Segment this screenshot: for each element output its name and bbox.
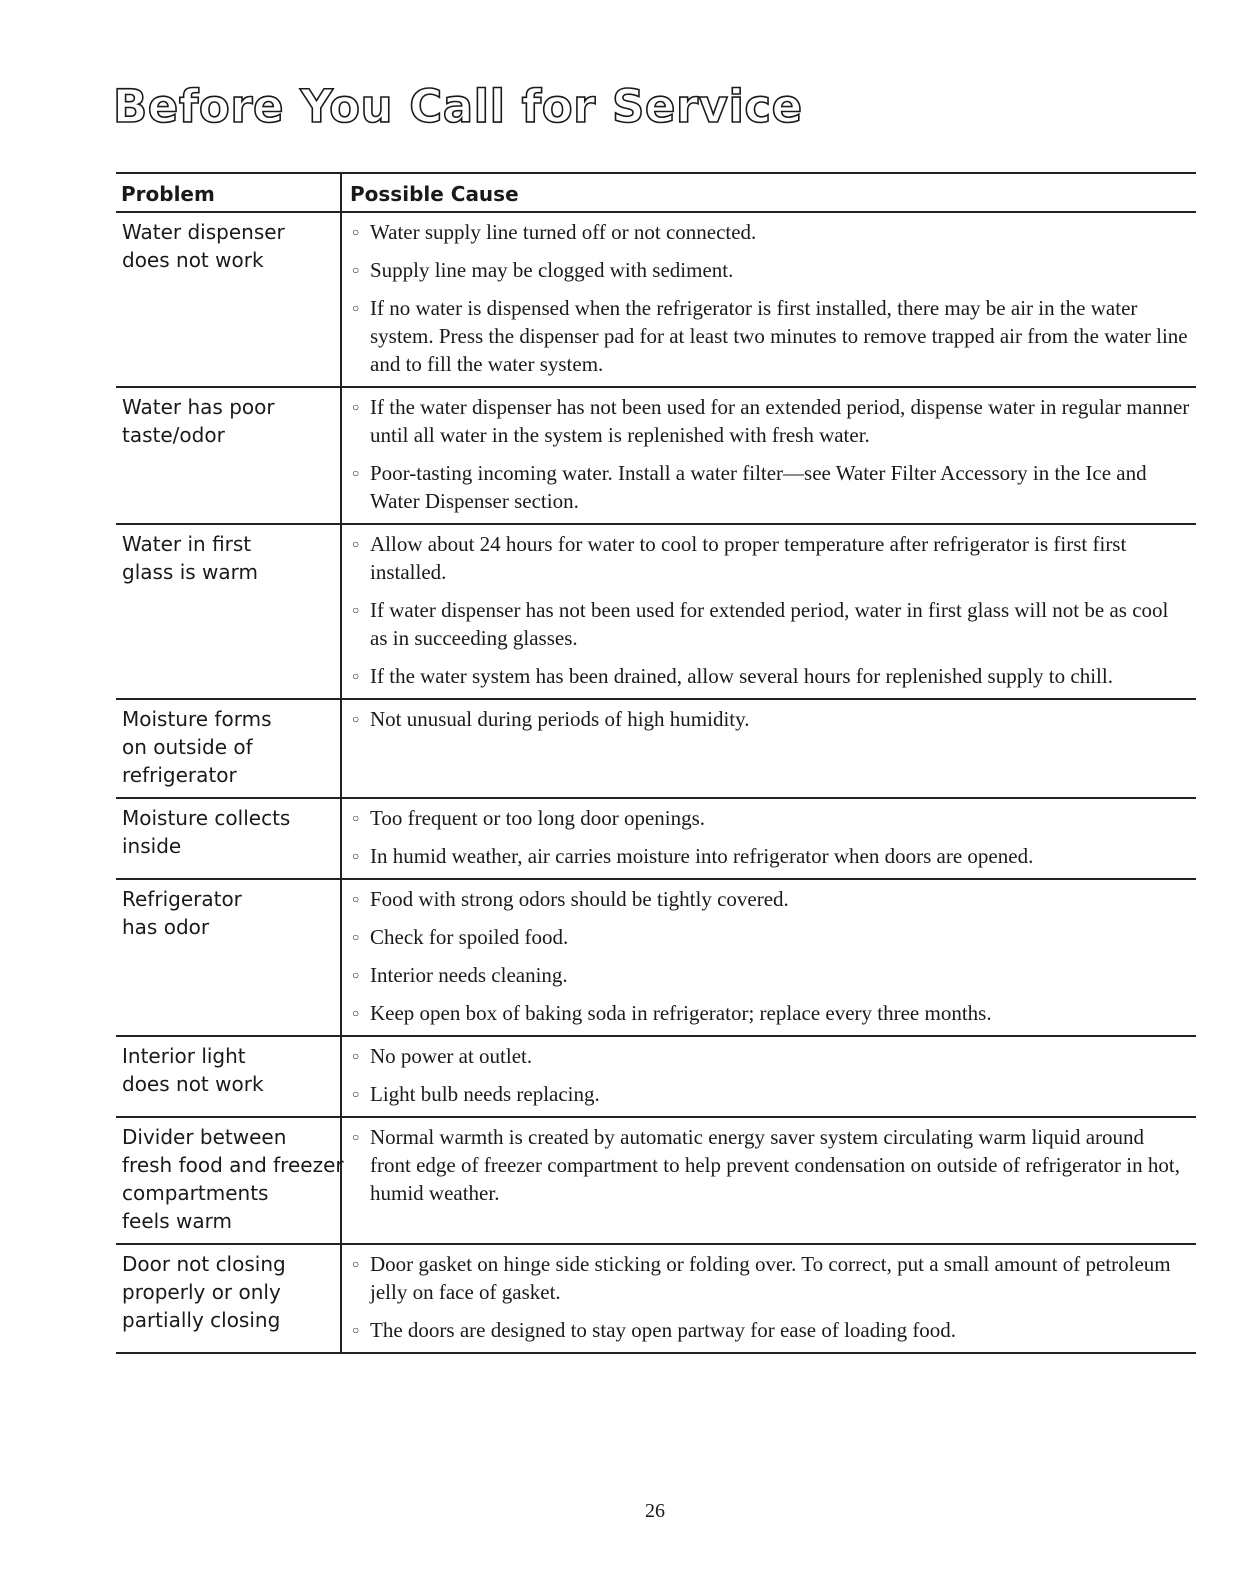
cause-text: Too frequent or too long door openings.: [370, 806, 706, 830]
problem-text: partially closing: [122, 1308, 281, 1332]
table-row: [116, 1118, 1196, 1245]
cause-text: Food with strong odors should be tightly covered.: [370, 887, 789, 911]
cause-item: [350, 885, 1190, 913]
problem-column-header: Problem: [116, 174, 342, 211]
cause-item: [350, 256, 1190, 284]
cause-text: The doors are designed to stay open partway for ease of loading food.: [370, 1318, 957, 1342]
cause-text: Normal warmth is created by automatic energy saver system circulating warm liquid around front edge of freezer compartment to help prevent condensation on outside of refrigerator in hot, humid weather.: [370, 1125, 1180, 1205]
cause-item: [350, 1316, 1190, 1344]
cause-item: [350, 530, 1190, 586]
cause-cell: [342, 525, 1196, 698]
problem-text: Door not closing: [122, 1252, 286, 1276]
bullet-icon: ○: [352, 1323, 360, 1337]
bullet-icon: ○: [352, 1049, 360, 1063]
bullet-icon: ○: [352, 930, 360, 944]
cause-cell: [342, 1245, 1196, 1352]
cause-text: No power at outlet.: [370, 1044, 533, 1068]
cause-text: Check for spoiled food.: [370, 925, 569, 949]
bullet-icon: ○: [352, 811, 360, 825]
problem-text: properly or only: [122, 1280, 281, 1304]
bullet-icon: ○: [352, 1087, 360, 1101]
table-row: [116, 1245, 1196, 1354]
cause-cell: [342, 1118, 1196, 1243]
problem-text: fresh food and freezer: [122, 1153, 344, 1177]
problem-cell: [116, 880, 342, 1035]
problem-text: Water dispenser: [122, 220, 285, 244]
cause-item: [350, 1123, 1190, 1207]
cause-text: Allow about 24 hours for water to cool to proper temperature after refrigerator is first first installed.: [370, 532, 1127, 584]
table-row: [116, 799, 1196, 880]
bullet-icon: ○: [352, 466, 360, 480]
cause-text: Not unusual during periods of high humidity.: [370, 707, 750, 731]
problem-text: on outside of: [122, 735, 253, 759]
problem-text: Divider between: [122, 1125, 287, 1149]
cause-item: [350, 662, 1190, 690]
cause-item: [350, 1250, 1190, 1306]
cause-item: [350, 393, 1190, 449]
cause-text: Water supply line turned off or not connected.: [370, 220, 757, 244]
bullet-icon: ○: [352, 892, 360, 906]
bullet-icon: ○: [352, 669, 360, 683]
cause-text: If water dispenser has not been used for extended period, water in first glass will not be as cool as in succeeding glasses.: [370, 598, 1169, 650]
problem-text: Water in first: [122, 532, 252, 556]
problem-text: does not work: [122, 1072, 264, 1096]
bullet-icon: ○: [352, 1130, 360, 1144]
cause-text: In humid weather, air carries moisture into refrigerator when doors are opened.: [370, 844, 1034, 868]
table-header: [116, 174, 1196, 213]
cause-text: If no water is dispensed when the refrigerator is first installed, there may be air in the water system. Press the dispenser pad for at least two minutes to remove trapped air from the water line and to fill the water system.: [370, 296, 1188, 376]
problem-text: Interior light: [122, 1044, 246, 1068]
bullet-icon: ○: [352, 537, 360, 551]
cause-item: [350, 294, 1190, 378]
table-row: [116, 388, 1196, 525]
page-title: Before You Call for Service: [113, 80, 803, 133]
cause-text: Poor-tasting incoming water. Install a water filter—see Water Filter Accessory in the Ice and Water Dispenser section.: [370, 461, 1147, 513]
cause-text: Light bulb needs replacing.: [370, 1082, 600, 1106]
bullet-icon: ○: [352, 712, 360, 726]
cause-text: Supply line may be clogged with sediment.: [370, 258, 734, 282]
cause-item: [350, 596, 1190, 652]
cause-item: [350, 1080, 1190, 1108]
problem-text: refrigerator: [122, 763, 237, 787]
cause-item: [350, 961, 1190, 989]
cause-cell: [342, 213, 1196, 386]
table-row: [116, 1037, 1196, 1118]
bullet-icon: ○: [352, 603, 360, 617]
cause-column-header: Possible Cause: [350, 182, 519, 206]
cause-item: [350, 999, 1190, 1027]
table-row: [116, 213, 1196, 388]
bullet-icon: ○: [352, 1006, 360, 1020]
cause-text: Keep open box of baking soda in refrigerator; replace every three months.: [370, 1001, 992, 1025]
problem-text: does not work: [122, 248, 264, 272]
cause-cell: [342, 700, 1196, 797]
table-body: [116, 213, 1196, 1354]
cause-text: Door gasket on hinge side sticking or folding over. To correct, put a small amount of petroleum jelly on face of gasket.: [370, 1252, 1171, 1304]
cause-item: [350, 705, 1190, 733]
problem-text: Moisture collects: [122, 806, 291, 830]
problem-cell: [116, 799, 342, 878]
problem-cell: [116, 388, 342, 523]
table-row: [116, 525, 1196, 700]
problem-text: Water has poor: [122, 395, 275, 419]
cause-item: [350, 1042, 1190, 1070]
cause-cell: [342, 799, 1196, 878]
problem-cell: [116, 525, 342, 698]
cause-item: [350, 804, 1190, 832]
problem-cell: [116, 1118, 342, 1243]
cause-cell: [342, 1037, 1196, 1116]
bullet-icon: ○: [352, 301, 360, 315]
problem-text: Moisture forms: [122, 707, 272, 731]
cause-item: [350, 842, 1190, 870]
bullet-icon: ○: [352, 1257, 360, 1271]
problem-text: glass is warm: [122, 560, 259, 584]
cause-item: [350, 218, 1190, 246]
cause-item: [350, 459, 1190, 515]
cause-cell: [342, 880, 1196, 1035]
problem-text: feels warm: [122, 1209, 232, 1233]
problem-cell: [116, 700, 342, 797]
troubleshooting-table: [116, 172, 1196, 1354]
bullet-icon: ○: [352, 968, 360, 982]
page-number: 26: [645, 1500, 665, 1522]
table-row: [116, 880, 1196, 1037]
bullet-icon: ○: [352, 849, 360, 863]
problem-text: Refrigerator: [122, 887, 242, 911]
cause-text: Interior needs cleaning.: [370, 963, 568, 987]
cause-text: If the water system has been drained, allow several hours for replenished supply to chill.: [370, 664, 1113, 688]
problem-text: taste/odor: [122, 423, 225, 447]
bullet-icon: ○: [352, 263, 360, 277]
cause-cell: [342, 388, 1196, 523]
problem-text: compartments: [122, 1181, 269, 1205]
bullet-icon: ○: [352, 400, 360, 414]
problem-cell: [116, 1245, 342, 1352]
table-row: [116, 700, 1196, 799]
problem-cell: [116, 213, 342, 386]
cause-item: [350, 923, 1190, 951]
problem-text: inside: [122, 834, 182, 858]
cause-text: If the water dispenser has not been used for an extended period, dispense water in regular manner until all water in the system is replenished with fresh water.: [370, 395, 1190, 447]
problem-cell: [116, 1037, 342, 1116]
problem-text: has odor: [122, 915, 210, 939]
bullet-icon: ○: [352, 225, 360, 239]
